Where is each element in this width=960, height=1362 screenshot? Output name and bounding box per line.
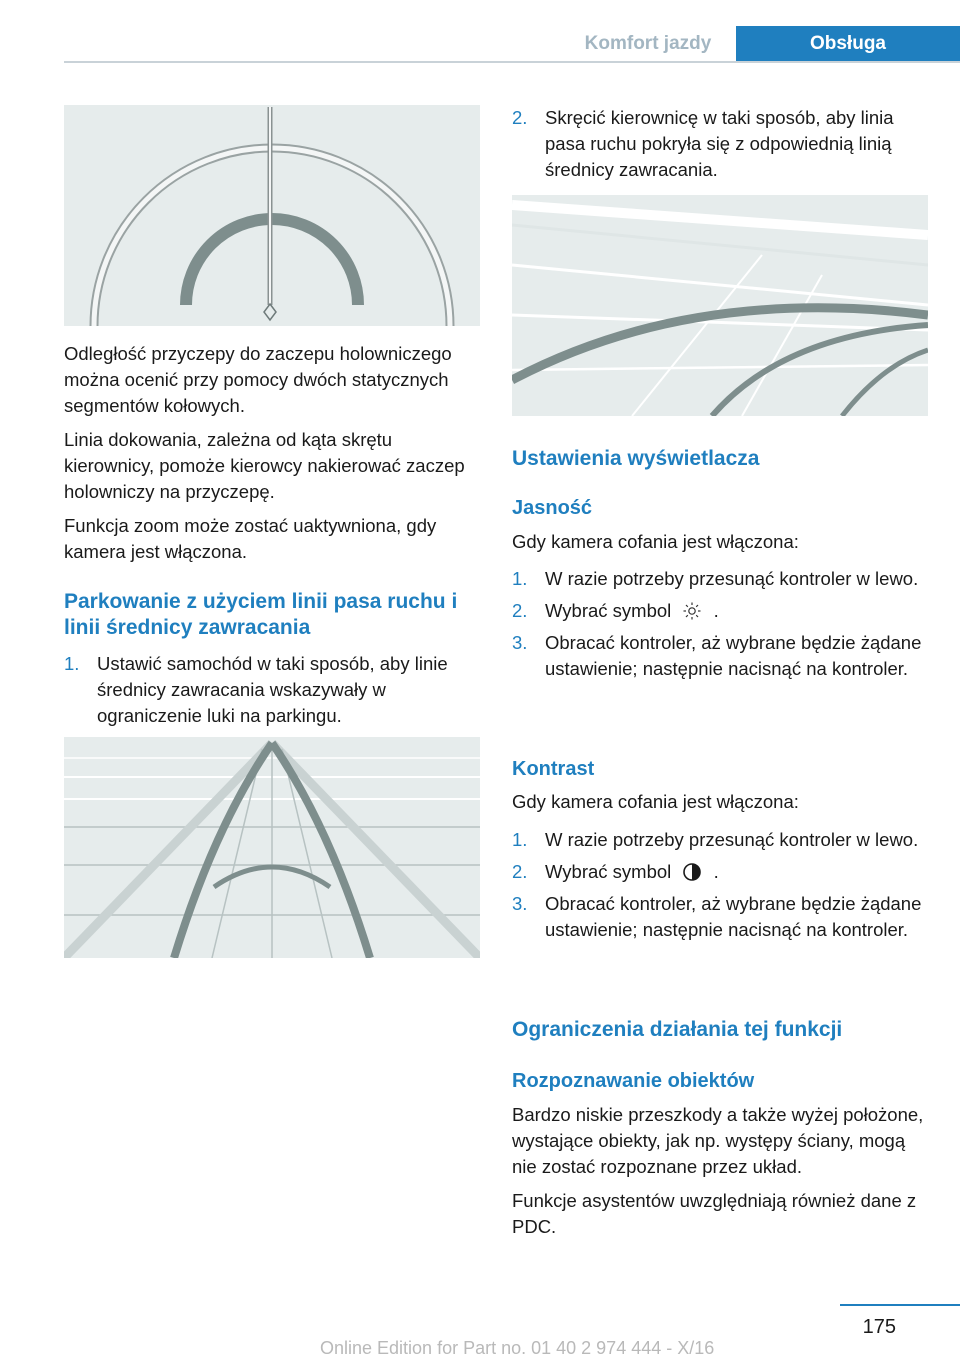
header-divider xyxy=(64,61,960,63)
step-number: 2. xyxy=(512,861,528,882)
step-number: 1. xyxy=(64,653,80,674)
step-number: 2. xyxy=(512,107,528,128)
steps-list-right-top xyxy=(512,105,928,189)
step-text: Wybrać symbol xyxy=(545,600,672,621)
list-item xyxy=(512,105,928,183)
step-number: 2. xyxy=(512,600,528,621)
step-text: Ustawić samochód w taki sposób, aby linie średnicy zawracania wskazywały w ograniczenie luki na parkingu. xyxy=(97,653,448,726)
header-chapter-tab[interactable]: Obsługa xyxy=(736,26,960,61)
footer-divider xyxy=(840,1304,960,1306)
edition-footer: Online Edition for Part no. 01 40 2 974 444 - X/16 xyxy=(320,1338,715,1358)
step-text-suffix: . xyxy=(713,861,719,882)
step-text: W razie potrzeby przesunąć kontroler w lewo. xyxy=(545,829,919,850)
step-text: W razie potrzeby przesunąć kontroler w lewo. xyxy=(545,568,919,589)
steps-list-contrast xyxy=(512,827,928,949)
step-text: Skręcić kierownicę w taki sposób, aby linia pasa ruchu pokryła się z odpowiednią linią średnicy zawracania. xyxy=(545,107,894,180)
step-text-suffix: . xyxy=(713,600,719,621)
step-number: 3. xyxy=(512,893,528,914)
steps-list-brightness xyxy=(512,566,928,688)
step-number: 1. xyxy=(512,829,528,850)
paragraph: Odległość przyczepy do zaczepu holowniczego można ocenić przy pomocy dwóch statycznych segmentów kołowych. xyxy=(64,343,452,416)
contrast-intro: Gdy kamera cofania jest włączona: xyxy=(512,791,799,812)
page-number: 175 xyxy=(862,1316,896,1338)
contrast-icon xyxy=(682,862,702,882)
step-text: Obracać kontroler, aż wybrane będzie żądane ustawienie; następnie nacisnąć na kontroler. xyxy=(545,632,922,679)
recognition-text xyxy=(512,1102,928,1248)
list-item xyxy=(512,630,928,682)
list-item xyxy=(512,859,928,885)
step-number: 3. xyxy=(512,632,528,653)
brightness-intro: Gdy kamera cofania jest włączona: xyxy=(512,531,799,552)
left-text-block xyxy=(64,341,480,573)
subheading-contrast: Kontrast xyxy=(512,758,595,780)
sun-icon xyxy=(682,601,702,621)
step-text: Obracać kontroler, aż wybrane będzie żądane ustawienie; następnie nacisnąć na kontroler. xyxy=(545,893,922,940)
subheading-brightness: Jasność xyxy=(512,497,593,519)
section-heading-display-settings: Ustawienia wyświetlacza xyxy=(512,447,760,470)
section-heading-limits: Ograniczenia działania tej funkcji xyxy=(512,1018,843,1041)
figure-overlapping-lines xyxy=(512,195,928,416)
list-item xyxy=(512,566,928,592)
header-section-title: Komfort jazdy xyxy=(584,32,712,54)
paragraph: Linia dokowania, zależna od kąta skrętu kierownicy, pomoże kierowcy nakierować zaczep holowniczy na przyczepę. xyxy=(64,429,465,502)
steps-list-left xyxy=(64,651,480,735)
figure-lane-lines xyxy=(64,737,480,958)
step-text: Wybrać symbol xyxy=(545,861,672,882)
paragraph: Funkcja zoom może zostać uaktywniona, gdy kamera jest włączona. xyxy=(64,515,437,562)
paragraph: Funkcje asystentów uwzględniają również dane z PDC. xyxy=(512,1190,917,1237)
step-number: 1. xyxy=(512,568,528,589)
subheading-object-recognition: Rozpoznawanie obiektów xyxy=(512,1070,755,1092)
list-item xyxy=(64,651,480,729)
list-item xyxy=(512,598,928,624)
list-item xyxy=(512,827,928,853)
list-item xyxy=(512,891,928,943)
section-heading-parking: Parkowanie z użyciem linii pasa ruchu i linii średnicy zawracania xyxy=(64,590,458,639)
figure-hitch-arcs xyxy=(64,105,480,326)
paragraph: Bardzo niskie przeszkody a także wyżej położone, wystające obiekty, jak np. występy ściany, mogą nie zostać rozpoznane przez układ. xyxy=(512,1104,924,1177)
